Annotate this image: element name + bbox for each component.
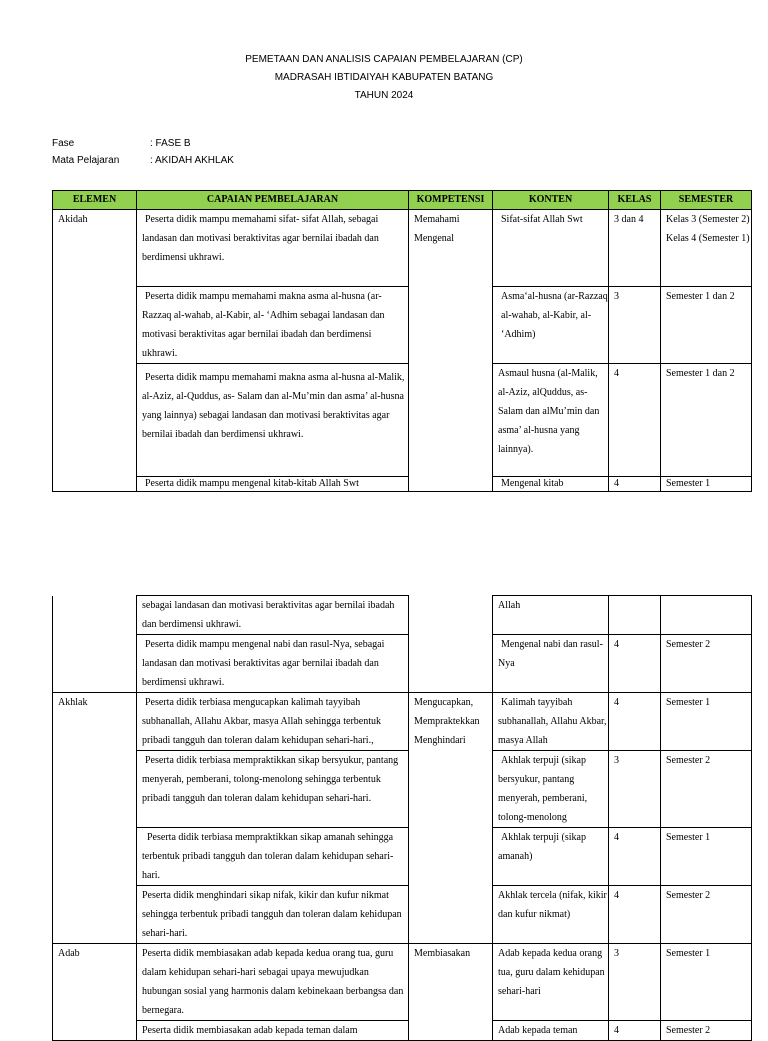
semester-cell: Semester 2 [661,1021,752,1041]
document-header [0,51,768,105]
konten-cell [493,693,609,751]
cp-cell [137,364,409,477]
fase-value: : FASE B [150,138,191,149]
konten-cell: Allah [493,596,609,635]
cp-cell: Peserta didik membiasakan adab kepada teman dalam [137,1021,409,1041]
kelas-cell: 3 [609,751,661,828]
kelas-cell: 4 [609,1021,661,1041]
table-row [53,751,752,828]
mapel-label: Mata Pelajaran [52,155,120,166]
konten-cell: Akhlak tercela (nifak, kikir dan kufur nikmat) [493,886,609,944]
cp-text: Peserta didik mampu memahami makna asma al-husna (ar-Razzaq al-wahab, al-Kabir, al- ʻAdhim sebagai landasan dan motivasi beraktivitas agar bernilai ibadah dan berdimensi ukhrawi. [142,291,385,359]
kelas-cell: 4 [609,635,661,693]
cp-cell [137,828,409,886]
cp-table-page2 [52,595,752,1041]
kelas-cell [609,596,661,635]
header-kelas: KELAS [609,191,661,210]
cp-cell: Peserta didik menghindari sikap nifak, kikir dan kufur nikmat sehingga terbentuk pribadi tangguh dan toleran dalam kehidupan sehari-hari. [137,886,409,944]
table-row [53,596,752,635]
semester-cell: Semester 2 [661,886,752,944]
konten-cell [493,751,609,828]
cp-cell [137,477,409,492]
cp-table-page1 [52,190,752,492]
kelas-cell: 4 [609,828,661,886]
cp-text: Peserta didik terbiasa mempraktikkan sikap amanah sehingga terbentuk pribadi tangguh dan toleran dalam kehidupan sehari-hari. [142,832,394,881]
kelas-cell: 4 [609,477,661,492]
header-semester: SEMESTER [661,191,752,210]
semester-cell: Semester 1 dan 2 [661,287,752,364]
konten-text: Akhlak terpuji (sikap amanah) [498,832,586,862]
kompetensi-cell: Mengucapkan, Mempraktekkan Menghindari [409,693,493,944]
konten-cell: Asmaul husna (al-Malik, al-Aziz, alQuddus, as- Salam dan alMu’min dan asma’ al-husna yang lainnya). [493,364,609,477]
konten-text: Kalimah tayyibah subhanallah, Allahu Akbar, masya Allah [498,697,607,746]
table-row [53,886,752,944]
semester-text: Kelas 3 (Semester 2) [666,214,750,225]
konten-cell [493,635,609,693]
cp-cell [137,635,409,693]
cp-text: Peserta didik mampu memahami makna asma al-husna al-Malik, al-Aziz, al-Quddus, as- Salam dan al-Mu’min dan asma’ al-husna yang lainnya) sebagai landasan dan motivasi beraktivitas agar bernilai ibadah dan berdimensi ukhrawi. [142,372,405,440]
cp-text: Peserta didik mampu mengenal kitab-kitab Allah Swt [145,478,359,489]
elemen-cell: Akhlak [53,693,137,944]
konten-text: Akhlak terpuji (sikap bersyukur, pantang menyerah, pemberani, tolong-menolong [498,755,588,823]
cp-text: Peserta didik terbiasa mempraktikkan sikap bersyukur, pantang menyerah, pemberani, tolong-menolong sehingga terbentuk pribadi tangguh dan toleran dalam kehidupan sehari-hari. [142,755,399,804]
elemen-cell [53,596,137,693]
kelas-cell: 4 [609,364,661,477]
konten-cell: Asmaʻal-husna (ar-Razzaq al-wahab, al-Kabir, al- ʻAdhim) [493,287,609,364]
table-row [53,364,752,477]
table-row [53,287,752,364]
konten-cell: Sifat-sifat Allah Swt [493,210,609,287]
konten-cell: Adab kepada kedua orang tua, guru dalam kehidupan sehari-hari [493,944,609,1021]
kelas-cell: 3 [609,287,661,364]
doc-title-line1: PEMETAAN DAN ANALISIS CAPAIAN PEMBELAJARAN (CP) [245,54,523,65]
table-header-row [53,191,752,210]
cp-cell: sebagai landasan dan motivasi beraktivitas agar bernilai ibadah dan berdimensi ukhrawi. [137,596,409,635]
semester-cell: Semester 2 [661,751,752,828]
semester-cell: Semester 1 [661,693,752,751]
elemen-cell: Adab [53,944,137,1041]
header-elemen: ELEMEN [53,191,137,210]
konten-cell: Mengenal kitab [493,477,609,492]
table-row [53,635,752,693]
header-cp: CAPAIAN PEMBELAJARAN [137,191,409,210]
kelas-cell: 4 [609,886,661,944]
cp-text: Peserta didik mampu memahami sifat- sifat Allah, sebagai landasan dan motivasi beraktivitas agar bernilai ibadah dan berdimensi ukhrawi. [142,214,379,263]
semester-cell: Semester 2 [661,635,752,693]
cp-cell [137,751,409,828]
cp-text: Peserta didik mampu mengenal nabi dan rasul-Nya, sebagai landasan dan motivasi beraktivitas agar bernilai ibadah dan berdimensi ukhrawi. [142,639,385,688]
header-kompetensi: KOMPETENSI [409,191,493,210]
kompetensi-cell: Membiasakan [409,944,493,1041]
fase-label: Fase [52,138,75,149]
mapel-value: : AKIDAH AKHLAK [150,155,234,166]
cp-text: Peserta didik terbiasa mengucapkan kalimah tayyibah subhanallah, Allahu Akbar, masya Allah sehingga terbentuk pribadi tangguh dan toleran dalam kehidupan sehari-hari., [142,697,381,746]
kelas-cell: 3 [609,944,661,1021]
kompetensi-cell: Memahami Mengenal [409,210,493,492]
konten-cell [493,828,609,886]
cp-cell [137,693,409,751]
cp-cell [137,210,409,287]
cp-cell: Peserta didik membiasakan adab kepada kedua orang tua, guru dalam kehidupan sehari-hari sebagai upaya mewujudkan hubungan sosial yang harmonis dalam kebinekaan berbangsa dan bernegara. [137,944,409,1021]
doc-title-line2: MADRASAH IBTIDAIYAH KABUPATEN BATANG [274,72,494,83]
table-row [53,944,752,1021]
semester-cell: Semester 1 [661,477,752,492]
kelas-cell: 3 dan 4 [609,210,661,287]
kelas-cell: 4 [609,693,661,751]
elemen-cell: Akidah [53,210,137,492]
semester-cell: Semester 1 [661,828,752,886]
header-konten: KONTEN [493,191,609,210]
konten-text: Mengenal nabi dan rasul-Nya [498,639,603,669]
semester-cell: Semester 1 [661,944,752,1021]
kompetensi-cell [409,596,493,693]
semester-cell: Semester 1 dan 2 [661,364,752,477]
table-row [53,210,752,287]
table-row [53,828,752,886]
table-row [53,477,752,492]
konten-cell: Adab kepada teman [493,1021,609,1041]
semester-cell [661,210,752,287]
cp-cell [137,287,409,364]
semester-cell [661,596,752,635]
table-row [53,693,752,751]
doc-title-line3: TAHUN 2024 [354,90,414,101]
semester-text-2: Kelas 4 (Semester 1) [666,233,750,244]
